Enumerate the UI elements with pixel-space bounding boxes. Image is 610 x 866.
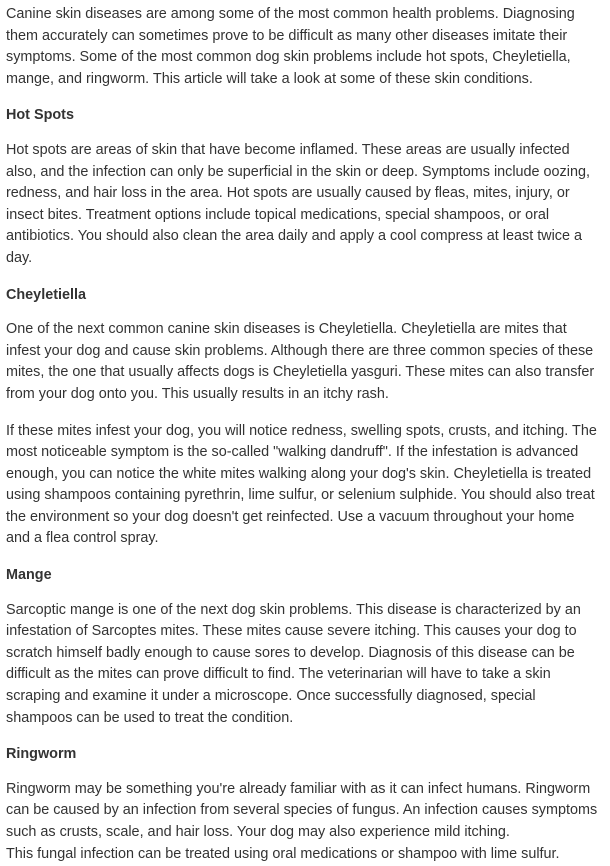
heading-mange: Mange xyxy=(6,567,52,584)
heading-hot-spots: Hot Spots xyxy=(6,107,74,124)
intro-paragraph: Canine skin diseases are among some of the most common health problems. Diagnosing them accurately can sometimes prove to be difficult as many other diseases imitate their symptoms. Some of the most common dog skin problems include hot spots, Cheyletiella, mange, and ringworm. This article will take a look at some of these skin conditions. xyxy=(6,6,575,87)
cheyletiella-paragraph-1: One of the next common canine skin diseases is Cheyletiella. Cheyletiella are mites that infest your dog and cause skin problems. Although there are three common species of these mites, the one that usually affects dogs is Cheyletiella yasguri. These mites can also transfer from your dog onto you. This usually results in an itchy rash. xyxy=(6,321,595,402)
ringworm-text: Ringworm may be something you're already familiar with as it can infect humans. Ringworm can be caused by an infection from several species of fungus. An infection causes symptoms such as crusts, scale, and hair loss. Your dog may also experience mild itching. xyxy=(6,780,598,840)
ringworm-paragraph xyxy=(6,779,602,865)
ringworm-trailing-line: This fungal infection can be treated using oral medications or shampoo with lime sulfur. xyxy=(6,845,560,862)
hot-spots-paragraph: Hot spots are areas of skin that have become inflamed. These areas are usually infected also, and the infection can only be superficial in the skin or deep. Symptoms include oozing, redness, and hair loss in the area. Hot spots are usually caused by fleas, mites, injury, or insect bites. Treatment options include topical medications, special shampoos, or oral antibiotics. You should also clean the area daily and apply a cool compress at least twice a day. xyxy=(6,141,590,266)
cheyletiella-paragraph-2: If these mites infest your dog, you will notice redness, swelling spots, crusts, and itching. The most noticeable symptom is the so-called "walking dandruff". If the infestation is advanced enough, you can notice the white mites walking along your dog's skin. Cheyletiella is treated using shampoos containing pyrethrin, lime sulfur, or selenium sulphide. You should also treat the environment so your dog doesn't get reinfected. Use a vacuum throughout your home and a flea control spray. xyxy=(6,422,597,547)
heading-cheyletiella: Cheyletiella xyxy=(6,286,86,303)
mange-paragraph: Sarcoptic mange is one of the next dog skin problems. This disease is characterized by an infestation of Sarcoptes mites. These mites cause severe itching. This causes your dog to scratch himself badly enough to cause sores to develop. Diagnosis of this disease can be difficult as the mites can prove difficult to find. The veterinarian will have to take a skin scraping and examine it under a microscope. Once successfully diagnosed, special shampoos can be used to treat the condition. xyxy=(6,601,581,726)
heading-ringworm: Ringworm xyxy=(6,746,77,763)
